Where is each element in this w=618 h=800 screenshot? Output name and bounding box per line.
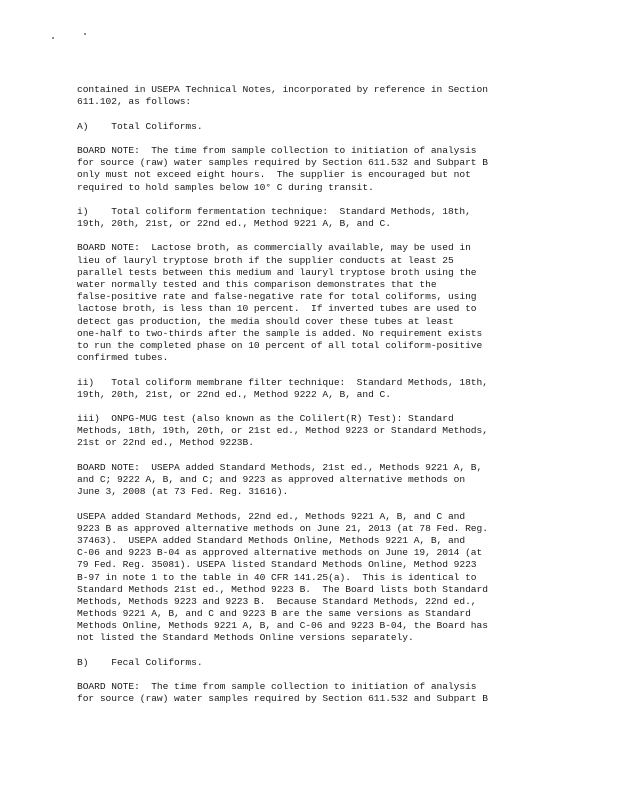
text-line: A) Total Coliforms. <box>77 120 203 132</box>
text-line: 21st or 22nd ed., Method 9223B. <box>77 437 254 449</box>
document-body-text <box>77 84 547 706</box>
text-line: contained in USEPA Technical Notes, incorporated by reference in Section <box>77 84 488 95</box>
text-line: for source (raw) water samples required by Section 611.532 and Subpart B <box>77 157 488 169</box>
text-line: 611.102, as follows: <box>77 96 192 108</box>
text-line: 79 Fed. Reg. 35081). USEPA listed Standard Methods Online, Method 9223 <box>77 559 477 571</box>
blank-line <box>77 498 547 510</box>
scan-speck <box>52 37 54 39</box>
blank-line <box>77 645 547 657</box>
text-line: parallel tests between this medium and lauryl tryptose broth using the <box>77 266 477 278</box>
blank-line <box>77 194 547 206</box>
text-line: for source (raw) water samples required by Section 611.532 and Subpart B <box>77 693 488 705</box>
blank-line <box>77 669 547 681</box>
text-line: Methods 9221 A, B, and C and 9223 B are the same versions as Standard <box>77 608 471 620</box>
text-line: not listed the Standard Methods Online versions separately. <box>77 632 414 644</box>
blank-line <box>77 450 547 462</box>
text-line: and C; 9222 A, B, and C; and 9223 as approved alternative methods on <box>77 474 466 485</box>
text-line: 37463). USEPA added Standard Methods Online, Methods 9221 A, B, and <box>77 534 466 546</box>
text-line: 19th, 20th, 21st, or 22nd ed., Method 9221 A, B, and C. <box>77 218 391 230</box>
text-line: Methods, 18th, 19th, 20th, or 21st ed., Method 9223 or Standard Methods, <box>77 425 488 437</box>
text-line: only must not exceed eight hours. The supplier is encouraged but not <box>77 169 471 181</box>
text-line: Methods Online, Methods 9221 A, B, and C-06 and 9223 B-04, the Board has <box>77 620 488 632</box>
text-line: one-half to two-thirds after the sample is added. No requirement exists <box>77 327 483 339</box>
blank-line <box>77 230 547 242</box>
text-line: ii) Total coliform membrane filter technique: Standard Methods, 18th, <box>77 376 488 388</box>
text-line: C-06 and 9223 B-04 as approved alternative methods on June 19, 2014 (at <box>77 547 483 559</box>
text-line: Methods, Methods 9223 and 9223 B. Because Standard Methods, 22nd ed., <box>77 595 477 607</box>
text-line: to run the completed phase on 10 percent of all total coliform-positive <box>77 339 483 351</box>
text-line: lactose broth, is less than 10 percent. If inverted tubes are used to <box>77 303 477 315</box>
text-line: USEPA added Standard Methods, 22nd ed., Methods 9221 A, B, and C and <box>77 510 466 522</box>
text-line: i) Total coliform fermentation technique: Standard Methods, 18th, <box>77 205 471 217</box>
blank-line <box>77 133 547 145</box>
text-line: confirmed tubes. <box>77 352 169 364</box>
blank-line <box>77 108 547 120</box>
text-line: BOARD NOTE: The time from sample collection to initiation of analysis <box>77 681 477 693</box>
text-line: water normally tested and this comparison demonstrates that the <box>77 279 437 290</box>
text-line: June 3, 2008 (at 73 Fed. Reg. 31616). <box>77 486 289 498</box>
scan-speck <box>84 33 86 35</box>
text-line: required to hold samples below 10° C during transit. <box>77 181 374 193</box>
text-line: BOARD NOTE: The time from sample collection to initiation of analysis <box>77 144 477 156</box>
blank-line <box>77 401 547 413</box>
text-line: Standard Methods 21st ed., Method 9223 B. The Board lists both Standard <box>77 583 488 595</box>
blank-line <box>77 364 547 376</box>
text-line: false-positive rate and false-negative rate for total coliforms, using <box>77 291 477 303</box>
text-line: B-97 in note 1 to the table in 40 CFR 141.25(a). This is identical to <box>77 571 477 583</box>
text-line: lieu of lauryl tryptose broth if the supplier conducts at least 25 <box>77 254 454 266</box>
text-line: BOARD NOTE: USEPA added Standard Methods, 21st ed., Methods 9221 A, B, <box>77 461 483 473</box>
text-line: B) Fecal Coliforms. <box>77 656 203 668</box>
text-line: detect gas production, the media should cover these tubes at least <box>77 315 454 327</box>
text-line: BOARD NOTE: Lactose broth, as commercially available, may be used in <box>77 242 471 254</box>
text-line: 19th, 20th, 21st, or 22nd ed., Method 9222 A, B, and C. <box>77 388 391 400</box>
text-line: 9223 B as approved alternative methods on June 21, 2013 (at 78 Fed. Reg. <box>77 522 488 534</box>
text-line: iii) ONPG-MUG test (also known as the Colilert(R) Test): Standard <box>77 413 454 425</box>
